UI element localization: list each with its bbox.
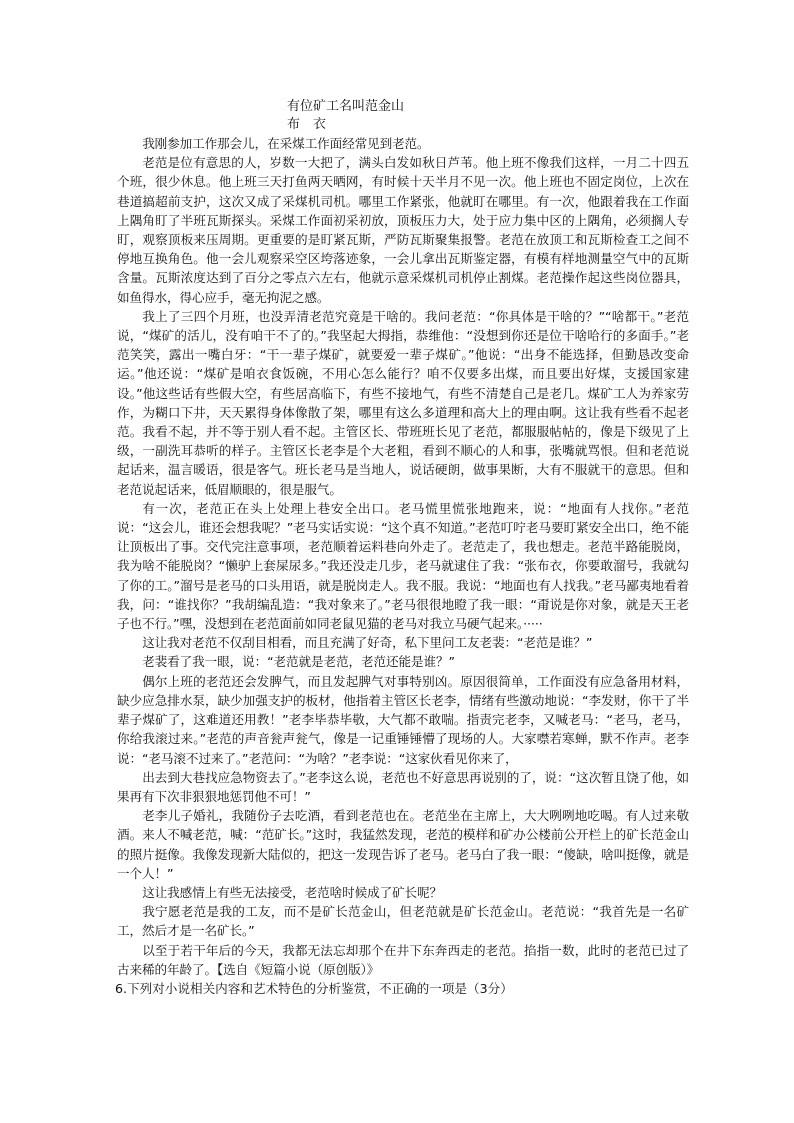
question-6: 6.下列对小说相关内容和艺术特色的分析鉴赏，不正确的一项是（3分） xyxy=(115,980,513,996)
paragraph: 我刚参加工作那会儿，在采煤工作面经常见到老范。 xyxy=(142,136,430,151)
article-title: 有位矿工名叫范金山 xyxy=(287,99,405,114)
paragraph: 我上了三四个月班，也没弄清老范究竟是干啥的。我问老范：“你具体是干啥的？”“啥都干。”老范说，“煤矿的活儿，没有咱干不了的。”我坚起大拇指，恭维他：“没想到你还是位干啥哈行的多面手。”老范笑笑，露出一嘴白牙：“干一辈子煤矿，就要爱一辈子煤矿。”他说：“出身不能选择，但勤恳改变命运。”他还说：“煤矿是咱衣食饭碗，不用心怎么能行？咱不仅要多出煤，而且要出好煤，支援国家建设。”他这些话有些假大空，有些居高临下，有些不接地气，有些不清楚自己是老几。煤矿工人为养家劳作，为糊口下井，天天累得身体像散了架，哪里有这么多道理和高大上的理由啊。这让我有些看不起老范。我看不起，并不等于别人看不起。主管区长、带班班长见了老范，都服服帖帖的，像是下级见了上级，一副洗耳恭听的样子。主管区长老李是个大老粗，看到不顺心的人和事，张嘴就骂恨。但和老范说起话来，温言暖语，很是客气。班长老马是当地人，说话硬朗，做事果断，大有不服就干的意思。但和老范说起话来，低眉顺眼的，很是服气。 xyxy=(117,308,689,497)
paragraph: 偶尔上班的老范还会发脾气，而且发起脾气对事特别凶。原因很简单，工作面没有应急备用材料，缺少应急排水泵，缺少加强支护的板材，他指着主管区长老李，情绪有些激动地说：“李发财，你干了半辈子煤矿了，这难道还用教！”老李毕恭毕敬，大气都不敢喘。指责完老李，又喊老马：“老马，老马，你给我滚过来。”老范的声音瓮声瓮气，像是一记重锤锤懵了现场的人。大家噤若寒蝉，默不作声。老李说：“老马滚不过来了。”老范问：“为啥？”老李说：“这家伙看见你来了， xyxy=(117,673,689,766)
paragraph: 以至于若干年后的今天，我都无法忘却那个在井下东奔西走的老范。掐指一数，此时的老范已过了古来稀的年龄了。【选自《短篇小说（原创版）》 xyxy=(117,942,689,977)
paragraph: 这让我感情上有些无法接受，老范啥时候成了矿长呢？ xyxy=(142,884,443,900)
article xyxy=(117,97,689,998)
article-author: 布 衣 xyxy=(287,117,327,132)
paragraph: 有一次，老范正在头上处理上巷安全出口。老马慌里慌张地跑来，说：“地面有人找你。”老范说：“这会儿，谁还会想我呢？”老马实话实说：“这个真不知道。”老范叮咛老马要盯紧安全出口，绝不能让顶板出了事。交代完注意事项，老范顺着运料巷向外走了。老范走了，我也想走。老范半路能脱岗，我为啥不能脱岗？“懒驴上套屎尿多。”我还没走几步，老马就逮住了我：“张布衣，你要敢溜号，我就勾了你的工。”溜号是老马的口头用语，就是脱岗走人。我不服。我说：“地面也有人找我。”老马鄙夷地看着我，问：“谁找你？”我胡编乱造：“我对象来了。”老马很很地瞪了我一眼：“甭说是你对象，就是天王老子也不行。”嘿，没想到在老范面前如同老鼠见猫的老马对我立马硬气起来。····· xyxy=(117,500,689,632)
paragraph: 老李儿子婚礼，我随份子去吃酒，看到老范也在。老范坐在主席上，大大咧咧地吃喝。有人过来敬酒。来人不喊老范，喊：“范矿长。”这时，我猛然发现，老范的模样和矿办公楼前公开栏上的矿长范金山的照片挺像。我像发现新大陆似的，把这一发现告诉了老马。老马白了我一眼：“傻缺，啥叫挺像，就是一个人！” xyxy=(117,808,689,881)
paragraph: 老范是位有意思的人，岁数一大把了，满头白发如秋日芦苇。他上班不像我们这样，一月二十四五个班，很少休息。他上班三天打鱼两天晒网，有时候十天半月不见一次。他上班也不固定岗位，上次在巷道搞超前支护，这次又成了采煤机司机。哪里工作紧张，他就盯在哪里。有一次，他跟着我在工作面上隅角盯了半班瓦斯探头。采煤工作面初采初放，顶板压力大，处于应力集中区的上隅角，必须搁人专盯，观察顶板来压周期。更重要的是盯紧瓦斯，严防瓦斯聚集报警。老范在放顶工和瓦斯检查工之间不停地互换角色。他一会儿观察采空区垮落迹象，一会儿拿出瓦斯鉴定器，有模有样地测量空气中的瓦斯含量。瓦斯浓度达到了百分之零点六左右，他就示意采煤机司机停止割煤。老范操作起这些岗位器具，如鱼得水，得心应手，毫无拘泥之感。 xyxy=(117,155,689,305)
paragraph: 出去到大巷找应急物资去了。”老李这么说，老范也不好意思再说别的了，说：“这次暂且饶了他，如果再有下次非狠狠地惩罚他不可！” xyxy=(117,769,689,804)
paragraph: 这让我对老范不仅刮目相看，而且充满了好奇，私下里问工友老裴：“老范是谁？” xyxy=(142,635,593,651)
paragraph: 老裴看了我一眼，说：“老范就是老范，老范还能是谁？” xyxy=(142,654,455,670)
paragraph: 我宁愿老范是我的工友，而不是矿长范金山，但老范就是矿长范金山。老范说：“我首先是一名矿工，然后才是一名矿长。” xyxy=(117,904,689,939)
